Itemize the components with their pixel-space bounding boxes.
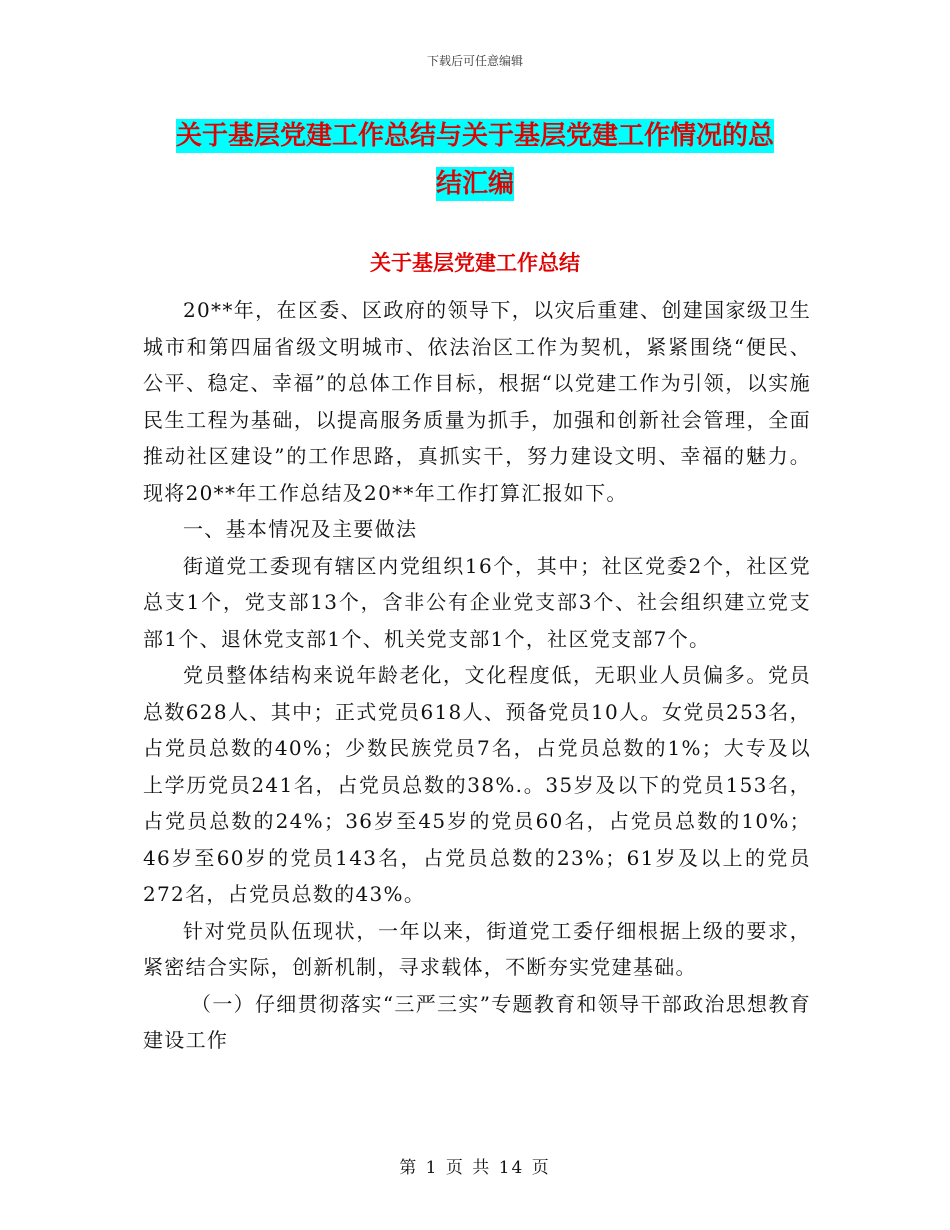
header-note: 下载后可任意编辑 <box>426 54 523 68</box>
title-line-2: 结汇编 <box>435 169 514 199</box>
paragraph-member-structure: 党员整体结构来说年龄老化，文化程度低，无职业人员偏多。党员总数628人、其中；正式党员618人、预备党员10人。女党员253名，占党员总数的40%；少数民族党员7名，占党员总数的1%；大专及以上学历党员241名，占党员总数的38%.。35岁及以下的党员153名，占党员总数的24%；36岁至45岁的党员60名，占党员总数的10%；46岁至60岁的党员143名，占党员总数的23%；61岁及以上的党员272名，占党员总数的43%。 <box>143 663 811 906</box>
heading-basic-situation: 一、基本情况及主要做法 <box>183 517 418 541</box>
document-body <box>143 292 811 1059</box>
subheading-one: （一）仔细贯彻落实“三严三实”专题教育和领导干部政治思想教育建设工作 <box>143 991 811 1052</box>
paragraph-organizations: 街道党工委现有辖区内党组织16个，其中；社区党委2个，社区党总支1个，党支部13个，含非公有企业党支部3个、社会组织建立党支部1个、退休党支部1个、机关党支部1个，社区党支部7个。 <box>143 553 811 651</box>
section-title: 关于基层党建工作总结 <box>370 251 580 275</box>
paragraph-intro: 20**年，在区委、区政府的领导下，以灾后重建、创建国家级卫生城市和第四届省级文明城市、依法治区工作为契机，紧紧围绕“便民、公平、稳定、幸福”的总体工作目标，根据“以党建工作为引领，以实施民生工程为基础，以提高服务质量为抓手，加强和创新社会管理，全面推动社区建设”的工作思路，真抓实干，努力建设文明、幸福的魅力。现将20**年工作总结及20**年工作打算汇报如下。 <box>143 298 811 505</box>
title-line-1: 关于基层党建工作总结与关于基层党建工作情况的总 <box>175 121 774 151</box>
paragraph-response: 针对党员队伍现状，一年以来，街道党工委仔细根据上级的要求，紧密结合实际，创新机制，寻求载体，不断夯实党建基础。 <box>143 918 811 979</box>
page-footer: 第 1 页 共 14 页 <box>399 1158 551 1178</box>
document-title <box>150 112 800 208</box>
